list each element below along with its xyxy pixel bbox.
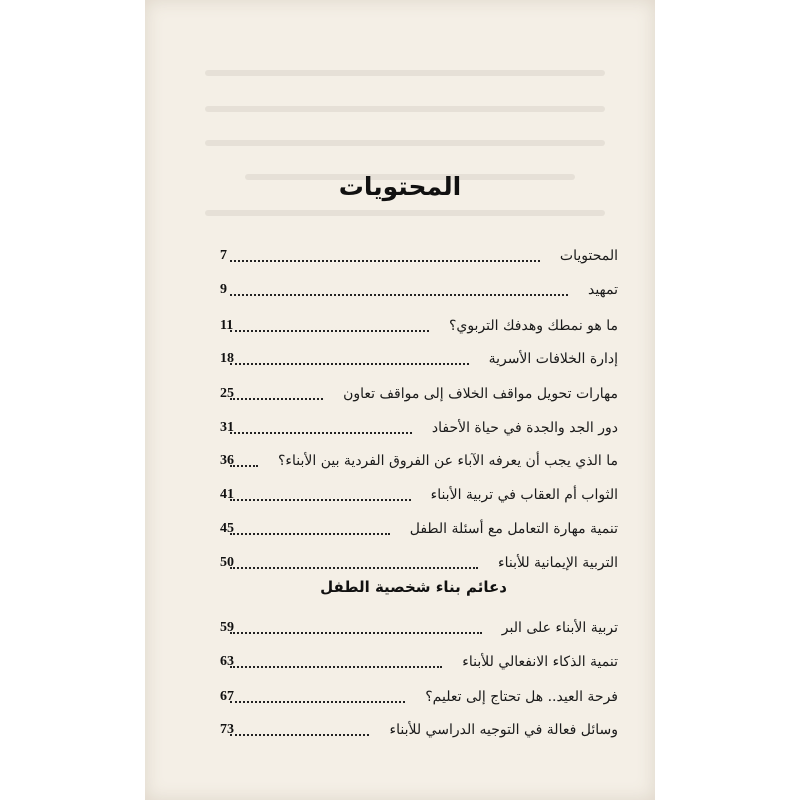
toc-entry: [220, 515, 618, 539]
toc-leader-dots: [230, 294, 568, 296]
toc-leader-dots: [230, 533, 390, 535]
toc-entry-title: التربية الإيمانية للأبناء: [498, 555, 618, 571]
toc-page-number: 9: [220, 282, 227, 297]
toc-leader-dots: [230, 567, 478, 569]
toc-entry: [220, 614, 618, 638]
toc-entry: [220, 276, 618, 300]
toc-page-number: 7: [220, 248, 227, 263]
toc-page-number: 45: [220, 521, 234, 536]
toc-entry: [220, 345, 618, 369]
toc-page-number: 11: [220, 318, 234, 333]
toc-entry-title: تمهيد: [587, 282, 618, 298]
toc-entry: [220, 447, 618, 471]
toc-leader-dots: [230, 432, 412, 434]
toc-entry-title: الثواب أم العقاب في تربية الأبناء: [430, 487, 618, 503]
toc-entry-title: فرحة العيد.. هل تحتاج إلى تعليم؟: [425, 689, 618, 705]
toc-leader-dots: [230, 499, 411, 501]
toc-leader-dots: [230, 632, 482, 634]
toc-leader-dots: [230, 260, 540, 262]
bleed-through-line: [205, 210, 605, 216]
toc-page-number: 73: [220, 722, 234, 737]
toc-entry-title: ما هو نمطك وهدفك التربوي؟: [448, 318, 618, 334]
toc-page-number: 18: [220, 351, 234, 366]
page-title: المحتويات: [338, 172, 462, 201]
toc-entry-title: المحتويات: [559, 248, 618, 264]
toc-entry-title: تنمية مهارة التعامل مع أسئلة الطفل: [409, 521, 618, 537]
toc-page-number: 36: [220, 453, 234, 468]
toc-page-number: 25: [220, 386, 234, 401]
toc-entry: [220, 481, 618, 505]
toc-entry: [220, 312, 618, 336]
toc-entry-title: دور الجد والجدة في حياة الأحفاد: [431, 420, 618, 436]
toc-entry-title: إدارة الخلافات الأسرية: [488, 351, 618, 367]
toc-page-number: 67: [220, 689, 234, 704]
toc-entry: [220, 414, 618, 438]
toc-leader-dots: [230, 701, 405, 703]
toc-entry: [220, 716, 618, 740]
toc-entry: [220, 648, 618, 672]
section-heading: دعائم بناء شخصية الطفل: [320, 578, 507, 596]
toc-page-number: 31: [220, 420, 234, 435]
toc-page-number: 41: [220, 487, 234, 502]
toc-page-number: 59: [220, 620, 234, 635]
toc-leader-dots: [230, 734, 369, 736]
toc-leader-dots: [230, 666, 442, 668]
toc-leader-dots: [230, 465, 258, 467]
bleed-through-line: [205, 140, 605, 146]
toc-entry: [220, 242, 618, 266]
toc-entry: [220, 683, 618, 707]
bleed-through-line: [205, 70, 605, 76]
toc-entry-title: تنمية الذكاء الانفعالي للأبناء: [462, 654, 618, 670]
toc-entry: [220, 380, 618, 404]
toc-entry-title: ما الذي يجب أن يعرفه الآباء عن الفروق الفردية بين الأبناء؟: [277, 453, 618, 469]
toc-entry: [220, 549, 618, 573]
toc-entry-title: مهارات تحويل مواقف الخلاف إلى مواقف تعاون: [343, 386, 618, 402]
toc-leader-dots: [230, 398, 323, 400]
book-page: [145, 0, 655, 800]
toc-entry-title: وسائل فعالة في التوجيه الدراسي للأبناء: [389, 722, 618, 738]
toc-page-number: 63: [220, 654, 234, 669]
toc-page-number: 50: [220, 555, 234, 570]
toc-entry-title: تربية الأبناء على البر: [501, 620, 618, 636]
bleed-through-line: [205, 106, 605, 112]
toc-leader-dots: [230, 330, 429, 332]
toc-leader-dots: [230, 363, 469, 365]
